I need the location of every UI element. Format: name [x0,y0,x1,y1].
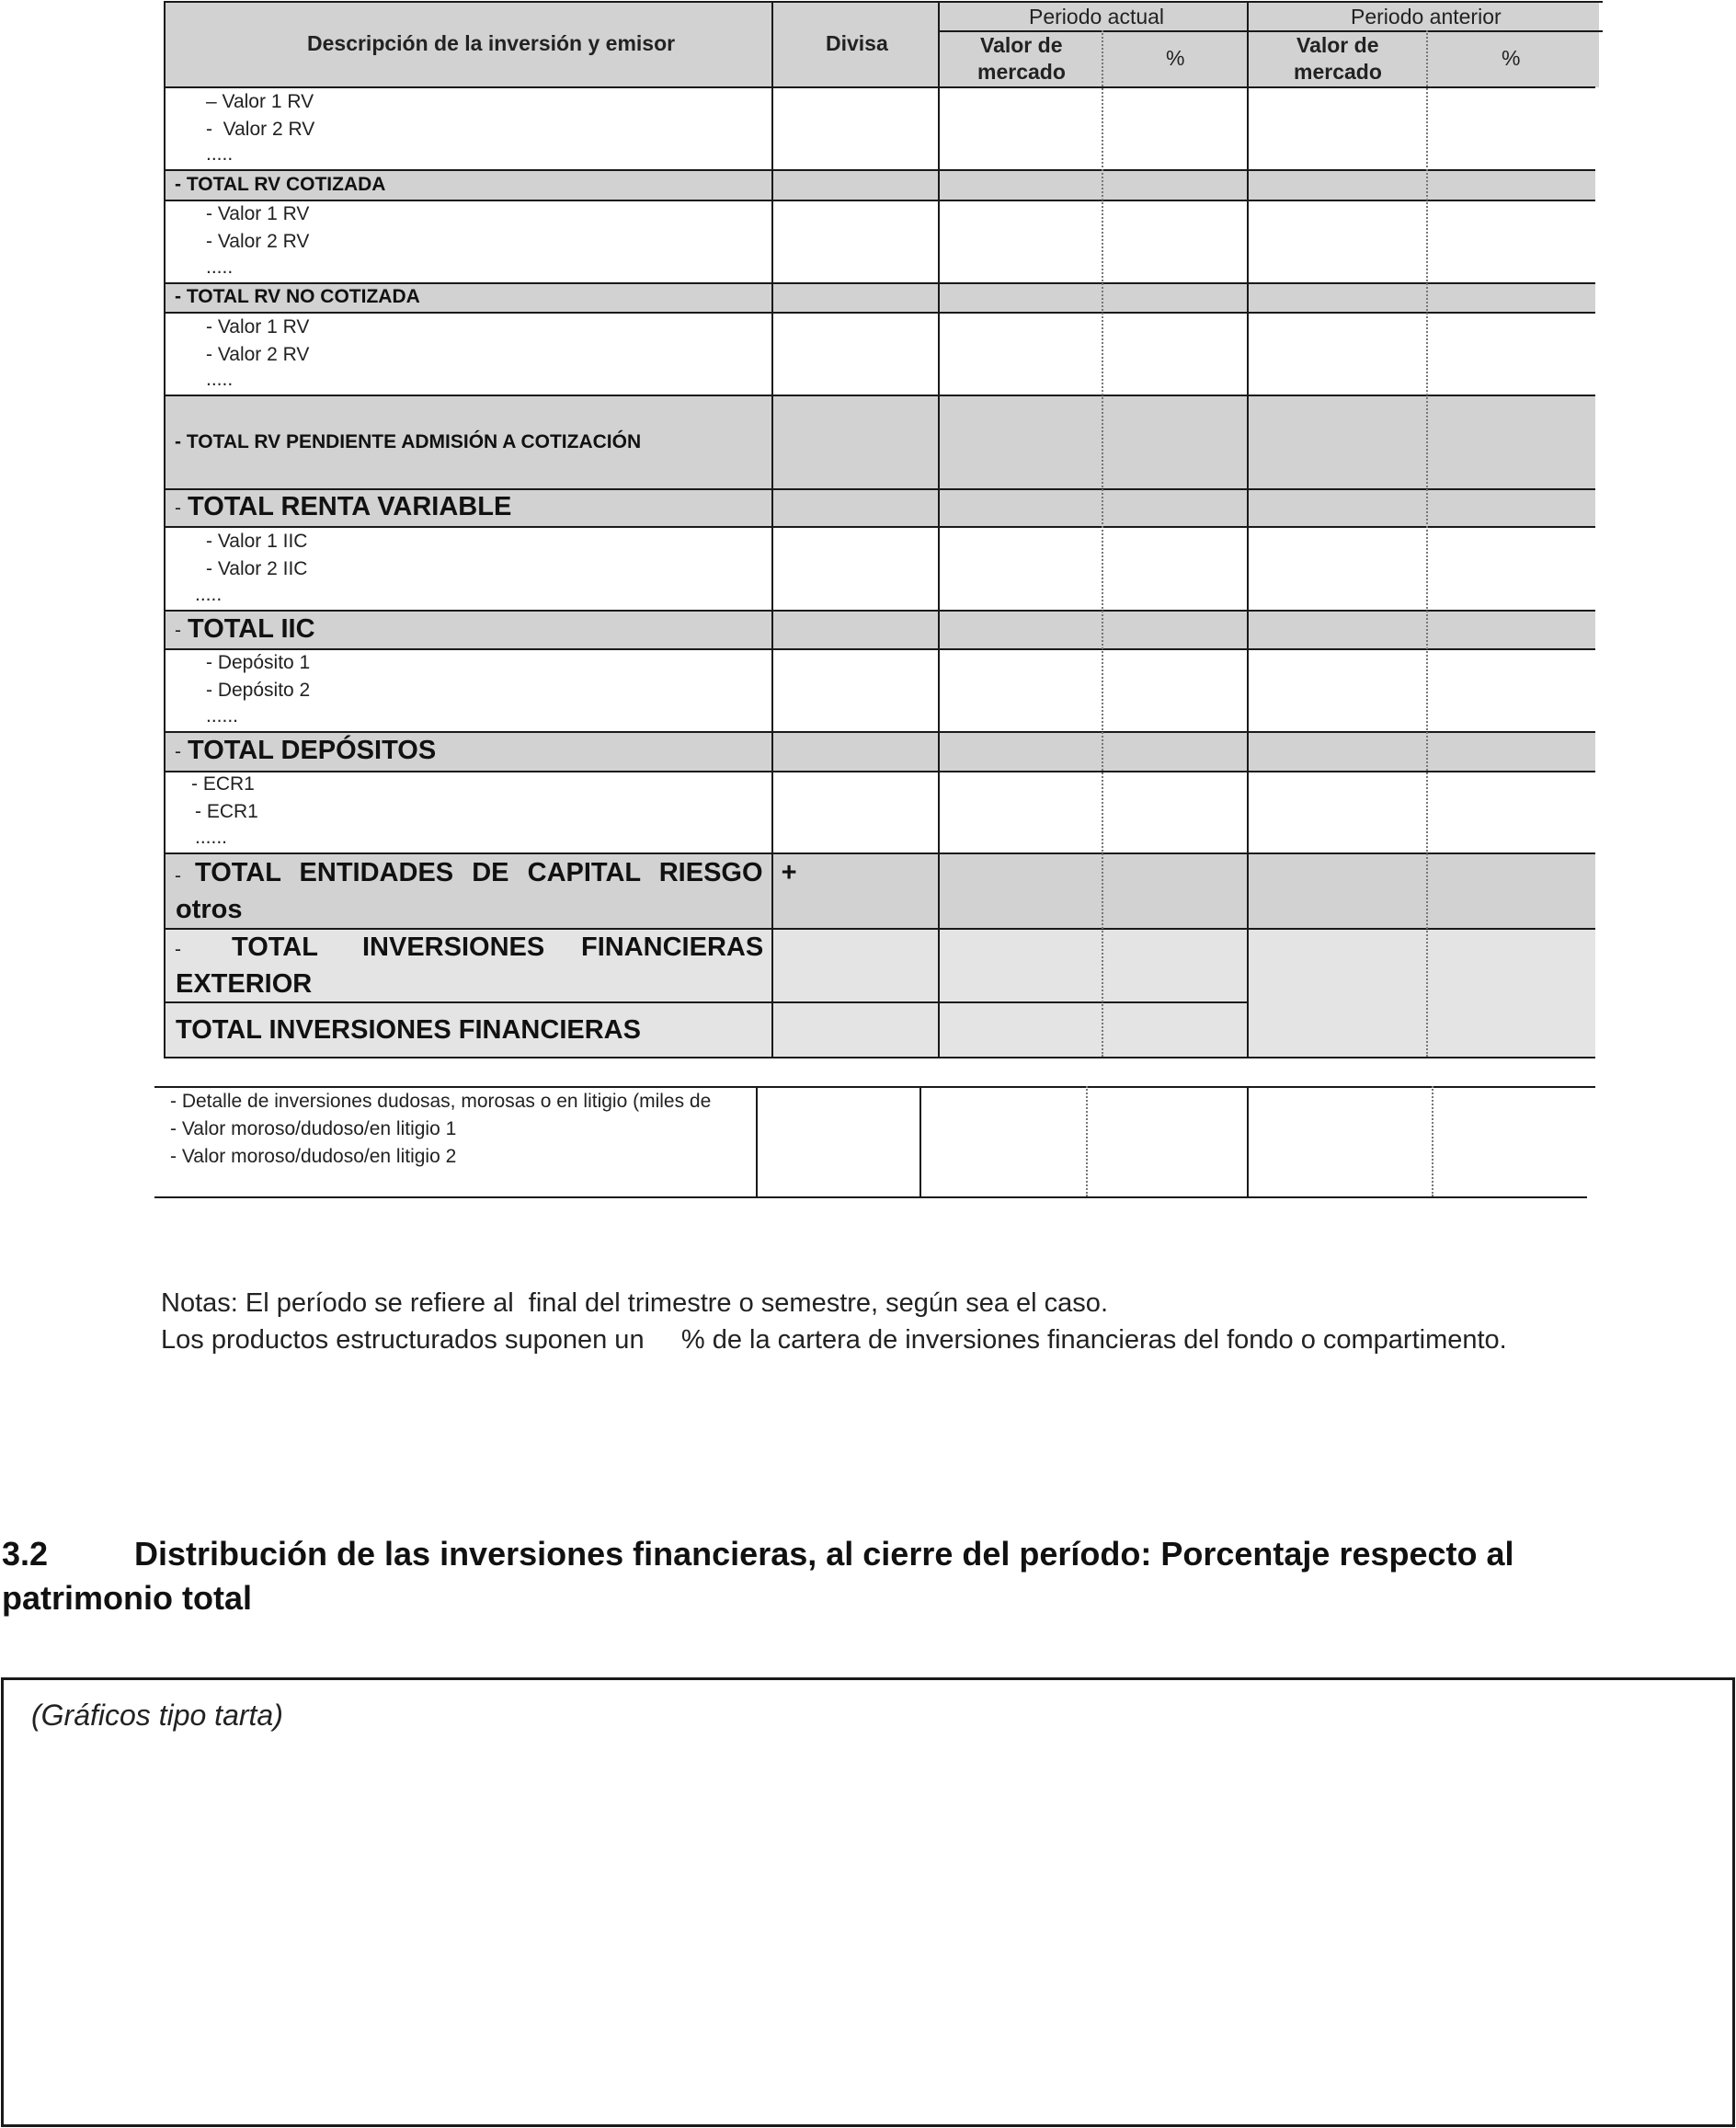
rule [164,395,1595,396]
note-line: Los productos estructurados suponen un % de la cartera de inversiones financieras del fondo o compartimento. [161,1325,1507,1355]
row-bg-total-iic [164,611,1595,648]
rule [756,1086,758,1196]
rule [919,1086,921,1196]
total-prefix: - [175,620,181,641]
rule [164,312,1595,314]
total-foreign: TOTAL [232,932,318,962]
list-item: - ECR1 [191,773,255,795]
list-item: - Valor 2 RV [206,119,315,140]
list-item: - ECR1 [195,801,258,822]
total-foreign: EXTERIOR [176,969,313,999]
header-percent-previous: % [1502,46,1521,70]
list-item: ...... [206,705,239,726]
rule [1102,30,1103,1057]
total-financial: TOTAL INVERSIONES FINANCIERAS [176,1015,641,1045]
section-title: patrimonio total [2,1579,252,1617]
doubtful-line: - Valor moroso/dudoso/en litigio 1 [170,1118,457,1139]
rule [1426,30,1428,1057]
rule [164,200,1595,201]
rule [938,30,1603,32]
header-market-value-previous: mercado [1294,60,1382,84]
header-description: Descripción de la inversión y emisor [307,31,676,55]
total-iic: TOTAL IIC [188,614,315,644]
list-item: - Valor 2 IIC [206,558,308,579]
total-rv-quoted: - TOTAL RV COTIZADA [175,174,386,195]
section-heading [0,1527,1736,1619]
header-market-value-current: mercado [977,60,1066,84]
header-market-value-current: Valor de [980,33,1063,57]
total-deposits: TOTAL DEPÓSITOS [188,736,437,765]
rule [164,852,1595,854]
total-rv-unquoted: - TOTAL RV NO COTIZADA [175,286,420,307]
rule [164,1,1603,3]
chart-placeholder-box [1,1677,1735,2127]
header-currency: Divisa [826,31,888,55]
note-line: Notas: El período se refiere al final del trimestre o semestre, según sea el caso. [161,1288,1108,1318]
list-item: – Valor 1 RV [206,91,314,112]
rule [164,610,1595,612]
total-prefix: - [175,939,181,960]
doubtful-line: - Detalle de inversiones dudosas, morosas o en litigio (miles de [170,1091,712,1112]
rule [154,1086,1595,1088]
rule [938,1,940,1058]
chart-placeholder-label: (Gráficos tipo tarta) [31,1699,283,1732]
list-item: - Valor 2 RV [206,344,310,365]
list-item: - Depósito 1 [206,652,311,673]
header-previous-period: Periodo anterior [1351,5,1502,29]
doubtful-table [0,1076,1736,1205]
total-ecr: otros [176,895,243,924]
total-rv-pending: - TOTAL RV PENDIENTE ADMISIÓN A COTIZACIÓN [175,431,642,452]
rule [1247,1,1249,1058]
list-item: ..... [206,143,234,165]
rule [164,526,1595,528]
total-foreign: FINANCIERAS [581,932,764,962]
rule [1432,1086,1433,1196]
list-item: - Valor 1 IIC [206,531,308,552]
rule [164,169,1595,171]
rule [1086,1086,1088,1196]
total-prefix: - [175,865,181,887]
list-item: - Valor 2 RV [206,231,310,252]
list-item: ...... [195,827,228,848]
total-prefix: - [175,741,181,762]
rule [164,1001,1248,1003]
rule [164,928,1595,930]
total-prefix: - [175,498,181,519]
rule [164,1057,1595,1058]
header-percent-current: % [1166,46,1185,70]
rule [164,648,1595,650]
rule [164,488,1595,490]
total-foreign: INVERSIONES [362,932,545,962]
rule [164,731,1595,733]
rule [164,1,166,1058]
doubtful-line: - Valor moroso/dudoso/en litigio 2 [170,1146,457,1167]
section-title: Distribución de las inversiones financieras, al cierre del período: Porcentaje respecto al [134,1535,1514,1573]
rule [164,86,1595,88]
list-item: ..... [206,369,234,390]
rule [154,1196,1587,1198]
total-ecr: TOTAL ENTIDADES DE CAPITAL RIESGO + [195,858,797,887]
rule [164,771,1595,772]
rule [164,282,1595,284]
list-item: - Valor 1 RV [206,316,310,338]
header-current-period: Periodo actual [1029,5,1165,29]
list-item: - Valor 1 RV [206,203,310,224]
notes [0,1278,1736,1370]
total-variable-income: TOTAL RENTA VARIABLE [188,492,512,521]
header-market-value-previous: Valor de [1296,33,1379,57]
list-item: - Depósito 2 [206,680,311,701]
rule [1247,1086,1249,1196]
list-item: ..... [206,257,234,278]
list-item: ..... [195,584,223,605]
section-number: 3.2 [2,1535,49,1573]
rule [771,1,773,1058]
